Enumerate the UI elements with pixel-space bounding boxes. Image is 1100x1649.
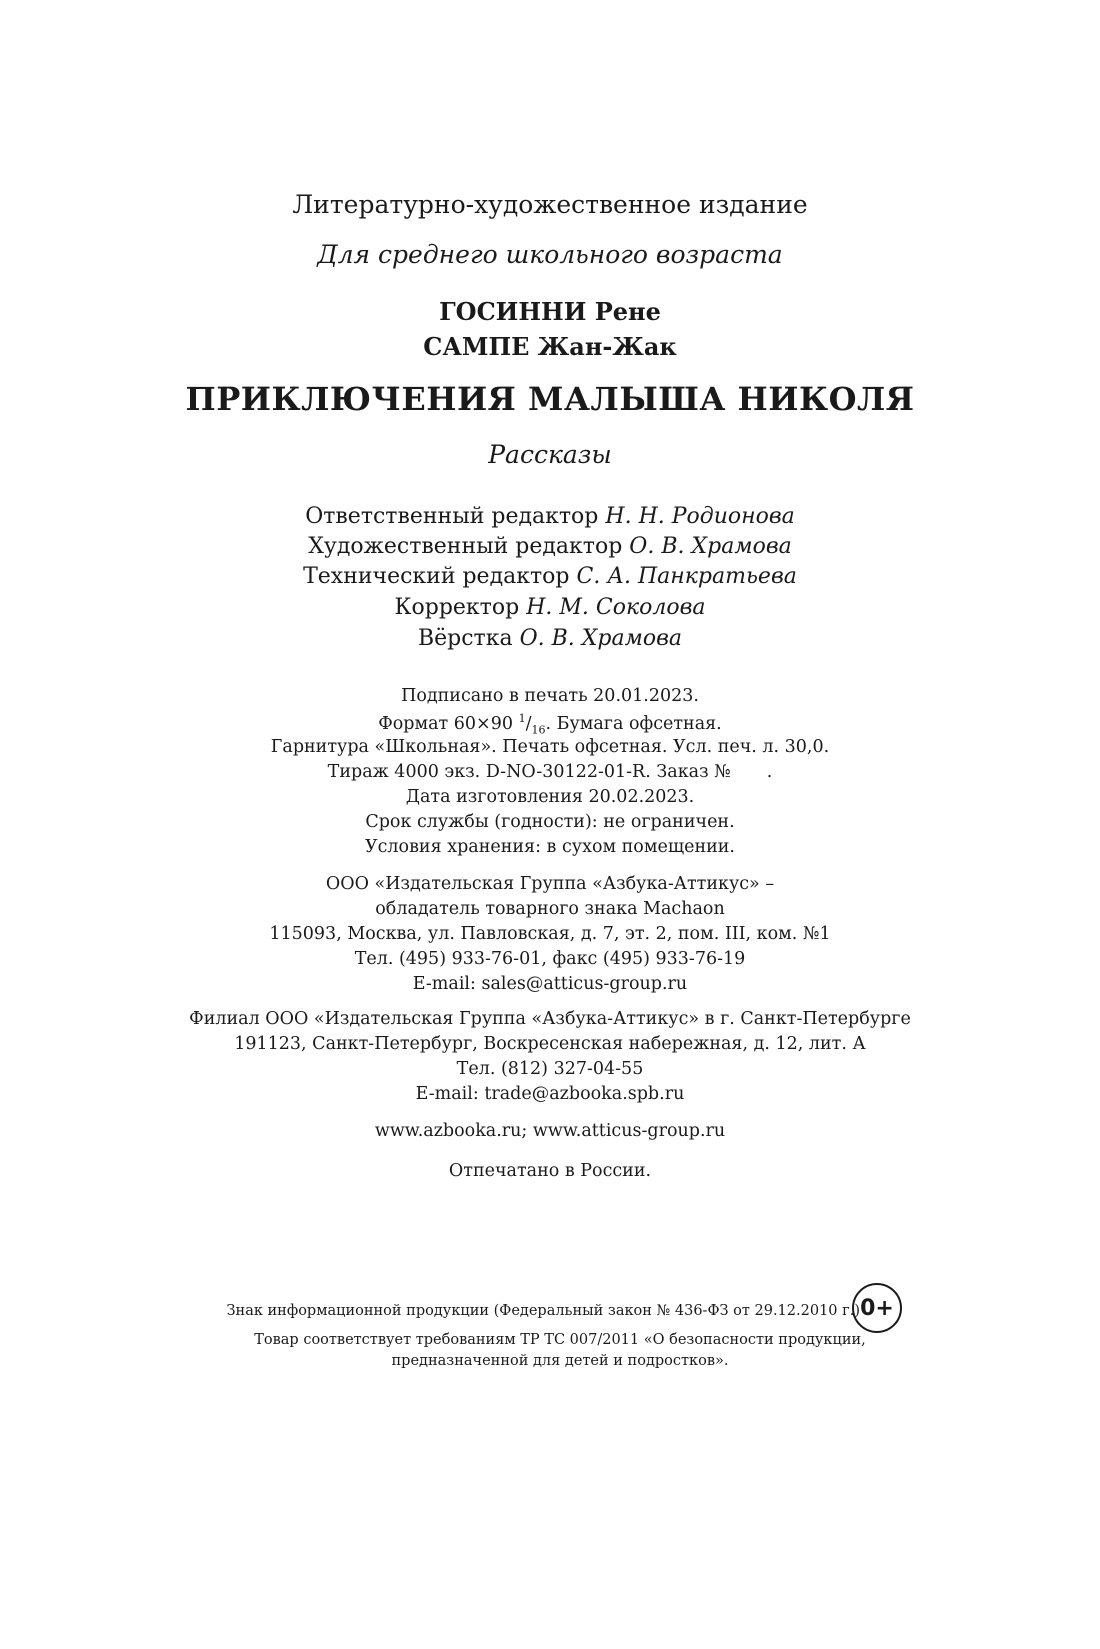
credit-line [0, 534, 1100, 559]
publisher-email: E-mail: sales@atticus-group.ru [412, 974, 688, 994]
credit-line [0, 595, 1100, 620]
typeface-line: Гарнитура «Школьная». Печать офсетная. Усл. печ. л. 30,0. [270, 737, 830, 757]
credit-name: О. В. Храмова [519, 626, 683, 651]
compliance-line: Товар соответствует требованиям ТР ТС 007/2011 «О безопасности продукции, [254, 1332, 866, 1348]
format-line: Формат 60×90 $^1/_{16}$. Бумага офсетная. [378, 712, 722, 737]
branch-address: 191123, Санкт-Петербург, Воскресенская набережная, д. 12, лит. А [234, 1034, 866, 1054]
format-prefix: Формат 60×90 [378, 713, 513, 734]
author-2: САМПЕ Жан-Жак [423, 332, 677, 361]
manufactured-date: Дата изготовления 20.02.2023. [405, 787, 695, 807]
branch-phone: Тел. (812) 327-04-55 [456, 1059, 644, 1079]
signed-date: Подписано в печать 20.01.2023. [401, 686, 699, 706]
publisher-phones: Тел. (495) 933-76-01, факс (495) 933-76-19 [354, 949, 746, 969]
info-mark-text: Знак информационной продукции (Федеральный закон № 436-ФЗ от 29.12.2010 г.) [226, 1303, 860, 1319]
credit-role: Художественный редактор [308, 534, 623, 559]
run-end: . [766, 762, 773, 782]
credit-name: Н. Н. Родионова [605, 504, 795, 529]
edition-type: Литературно-художественное издание [292, 190, 808, 219]
credit-role: Вёрстка [417, 626, 513, 651]
branch-email: E-mail: trade@azbooka.spb.ru [415, 1084, 685, 1104]
printed-in: Отпечатано в России. [448, 1161, 652, 1181]
compliance-line: предназначенной для детей и подростков». [391, 1353, 729, 1369]
websites: www.azbooka.ru; www.atticus-group.ru [374, 1121, 726, 1141]
run-line [0, 762, 1100, 782]
genre-label: Рассказы [488, 440, 612, 469]
format-denominator: 16 [531, 723, 546, 737]
shelf-life: Срок службы (годности): не ограничен. [365, 812, 735, 832]
credit-role: Технический редактор [303, 564, 570, 589]
credit-name: Н. М. Соколова [526, 595, 706, 620]
credit-role: Ответственный редактор [305, 504, 599, 529]
publisher-trademark: обладатель товарного знака Machaon [375, 899, 725, 919]
credit-line [0, 504, 1100, 529]
age-rating-badge: 0+ [852, 1283, 902, 1333]
credit-name: О. В. Храмова [629, 534, 792, 559]
run-text: Тираж 4000 экз. D-NO-30122-01-R. Заказ № [327, 762, 731, 782]
credit-name: С. А. Панкратьева [576, 564, 797, 589]
storage-conditions: Условия хранения: в сухом помещении. [364, 837, 735, 857]
format-numerator: 1 [518, 712, 526, 725]
credit-line [0, 564, 1100, 589]
audience-label: Для среднего школьного возраста [317, 240, 783, 269]
credit-role: Корректор [394, 595, 520, 620]
book-title: ПРИКЛЮЧЕНИЯ МАЛЫША НИКОЛЯ [185, 380, 915, 418]
branch-name: Филиал ООО «Издательская Группа «Азбука-Аттикус» в г. Санкт-Петербурге [189, 1009, 911, 1029]
publisher-name: ООО «Издательская Группа «Азбука-Аттикус» – [325, 874, 775, 894]
credit-line [0, 626, 1100, 651]
publisher-address: 115093, Москва, ул. Павловская, д. 7, эт. 2, пом. III, ком. №1 [269, 924, 831, 944]
author-1: ГОСИННИ Рене [439, 297, 661, 326]
format-suffix: . Бумага офсетная. [545, 713, 722, 734]
